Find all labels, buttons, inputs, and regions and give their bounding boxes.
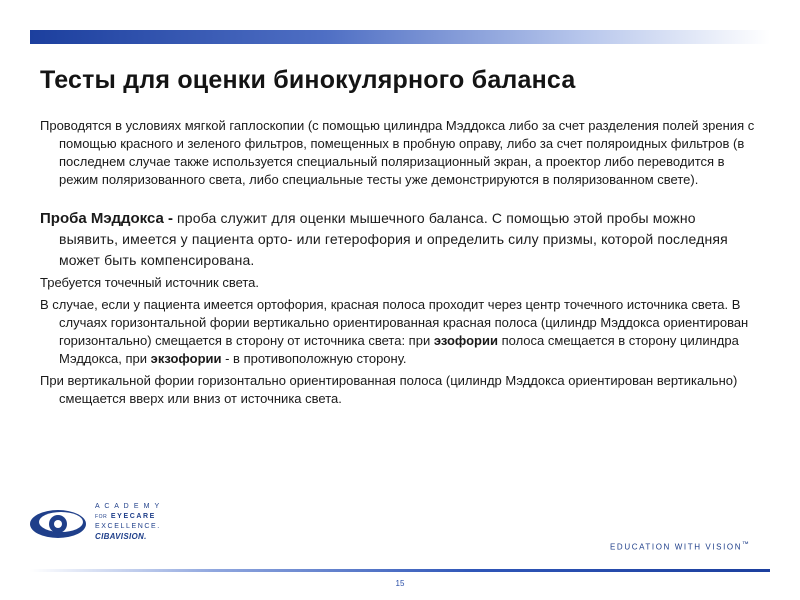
page-number: 15 bbox=[395, 579, 405, 588]
logo-academy: A C A D E M Y bbox=[95, 503, 161, 510]
logo-eyecare: EYECARE bbox=[110, 513, 156, 520]
maddox-text: проба служит для оценки мышечного баланса. С помощью этой пробы можно выявить, имеется у пациента орто- или гетерофория и определить силу призмы, которой последняя может быть компенсирована. bbox=[59, 210, 728, 268]
ortho-text-2: полоса смещается в сторону цилиндра Мэддокса, при bbox=[59, 333, 739, 366]
exophoria-term: экзофории bbox=[150, 351, 222, 366]
slide-title: Тесты для оценки бинокулярного баланса bbox=[40, 66, 576, 94]
slogan bbox=[610, 541, 750, 552]
logo-for-eyecare bbox=[95, 512, 161, 522]
ortho-text-1: В случае, если у пациента имеется ортофория, красная полоса проходит через центр точечного источника света. В случаях горизонтальной фории вертикально ориентированная красная полоса (цилиндр Мэддокса ориентирован горизонтально) смещается в сторону от источника света: при bbox=[40, 297, 749, 348]
ortho-text-3: - в противоположную сторону. bbox=[221, 351, 407, 366]
esophoria-term: эзофории bbox=[433, 333, 498, 348]
intro-paragraph: Проводятся в условиях мягкой гаплоскопии (с помощью цилиндра Мэддокса либо за счет разделения полей зрения с помощью красного и зеленого фильтров, помещенных в пробную оправу, либо за счет поляроидных фильтров (в последнем случае также используется специальный поляризационный экран, а проектор либо переводится в режим поляризованного света, либо специальные тесты уже демонстрируются в поляризованном свете). bbox=[40, 118, 755, 187]
footer-gradient-line bbox=[30, 569, 770, 572]
vertical-phoria-paragraph: При вертикальной фории горизонтально ориентированная полоса (цилиндр Мэддокса ориентирован вертикально) смещается вверх или вниз от источника света. bbox=[40, 373, 738, 406]
slide-body bbox=[40, 117, 755, 408]
maddox-paragraph bbox=[40, 208, 755, 271]
maddox-heading: Проба Мэддокса - bbox=[40, 210, 174, 227]
light-source-paragraph: Требуется точечный источник света. bbox=[40, 275, 260, 290]
logo-excellence: EXCELLENCE. bbox=[95, 523, 161, 530]
logo-cibavision: CIBAVISION. bbox=[95, 532, 147, 541]
orthophoria-paragraph bbox=[40, 296, 755, 368]
slogan-text: EDUCATION WITH VISION bbox=[610, 542, 743, 552]
logo-for: FOR bbox=[95, 514, 108, 520]
slogan-tm: ™ bbox=[742, 541, 751, 548]
academy-logo bbox=[28, 502, 198, 560]
logo-wordmark bbox=[95, 502, 161, 542]
eye-logo-icon bbox=[28, 502, 92, 560]
top-gradient-bar bbox=[30, 30, 770, 44]
